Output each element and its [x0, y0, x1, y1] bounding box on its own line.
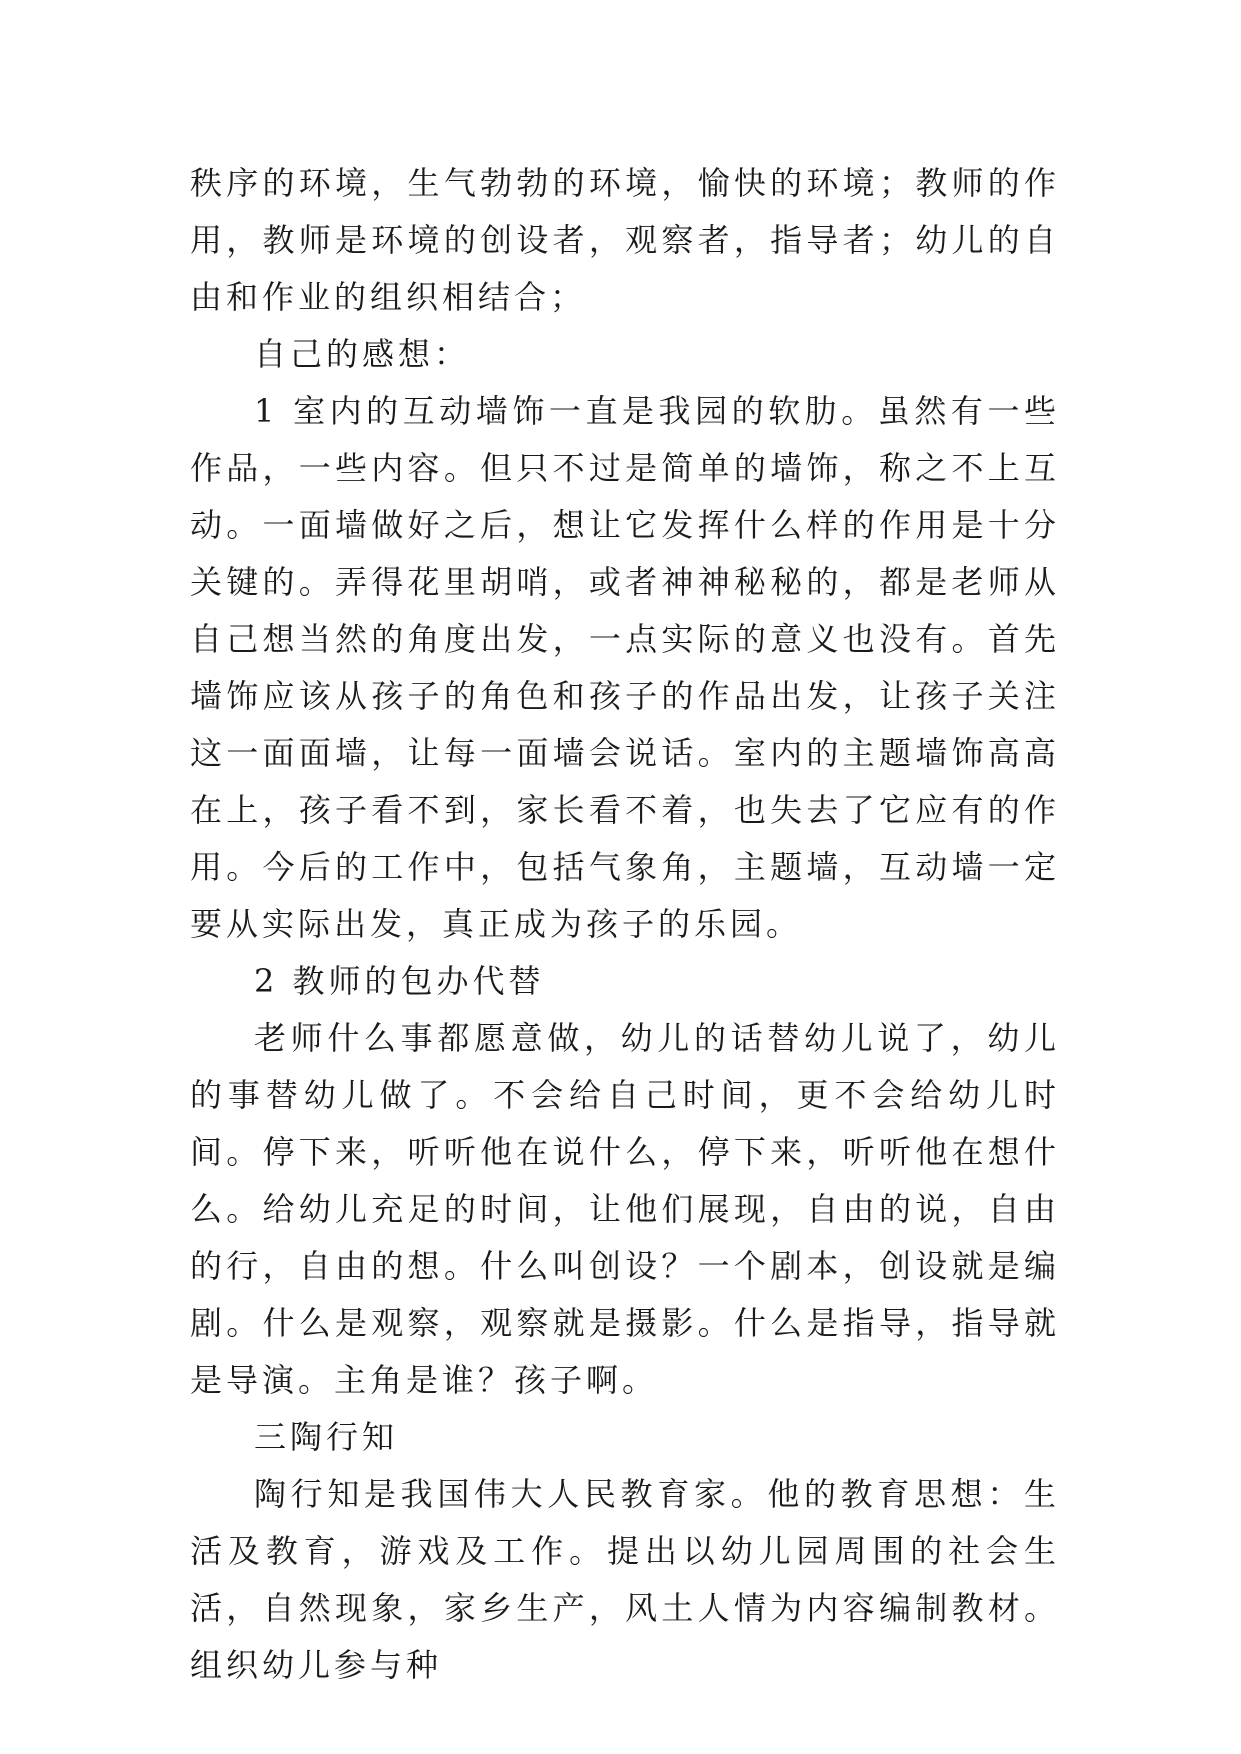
paragraph-environment-roles: 秩序的环境，生气勃勃的环境，愉快的环境；教师的作用，教师是环境的创设者，观察者，指导者；幼儿的自由和作业的组织相结合； [190, 164, 1060, 316]
paragraph-heading-reflections: 自己的感想： [254, 335, 471, 373]
paragraph-heading-teacher-substitution: 2 教师的包办代替 [254, 962, 545, 1000]
paragraph-teacher-substitution: 老师什么事都愿意做，幼儿的话替幼儿说了，幼儿的事替幼儿做了。不会给自己时间，更不会给幼儿时间。停下来，听听他在说什么，停下来，听听他在想什么。给幼儿充足的时间，让他们展现，自由的说，自由的行，自由的想。什么叫创设？一个剧本，创设就是编剧。什么是观察，观察就是摄影。什么是指导，指导就是导演。主角是谁？孩子啊。 [190, 1019, 1060, 1399]
paragraph-heading-tao-xingzhi: 三陶行知 [254, 1418, 399, 1456]
paragraph-tao-xingzhi: 陶行知是我国伟大人民教育家。他的教育思想：生活及教育，游戏及工作。提出以幼儿园周围的社会生活，自然现象，家乡生产，风土人情为内容编制教材。组织幼儿参与种 [190, 1475, 1060, 1684]
document-body [190, 155, 1060, 1694]
paragraph-interactive-wall: 1 室内的互动墙饰一直是我园的软肋。虽然有一些作品，一些内容。但只不过是简单的墙饰，称之不上互动。一面墙做好之后，想让它发挥什么样的作用是十分关键的。弄得花里胡哨，或者神神秘秘的，都是老师从自己想当然的角度出发，一点实际的意义也没有。首先墙饰应该从孩子的角色和孩子的作品出发，让孩子关注这一面面墙，让每一面墙会说话。室内的主题墙饰高高在上，孩子看不到，家长看不着，也失去了它应有的作用。今后的工作中，包括气象角，主题墙，互动墙一定要从实际出发，真正成为孩子的乐园。 [190, 392, 1060, 943]
